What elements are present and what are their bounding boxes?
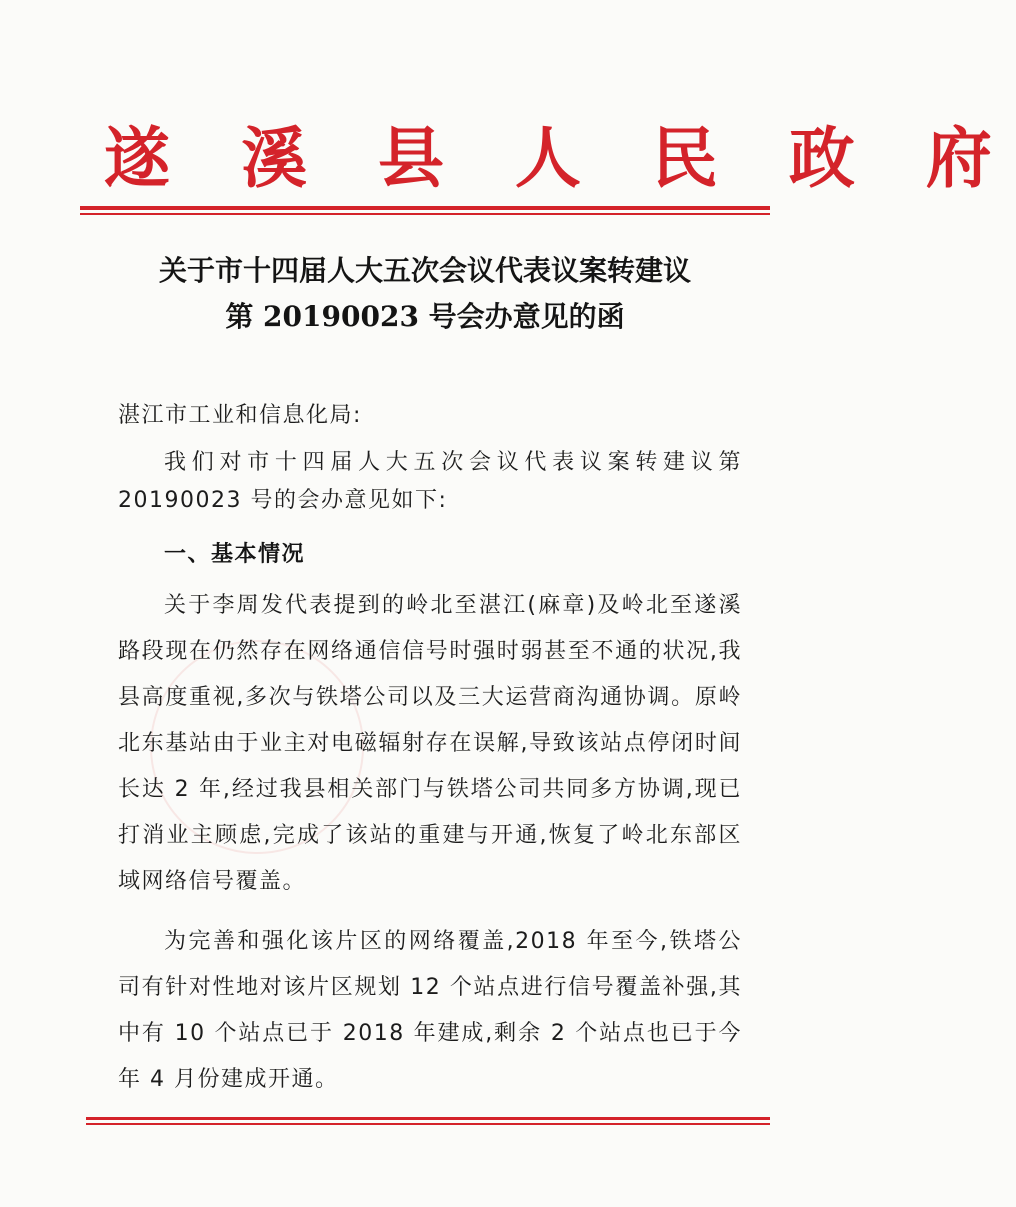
body-paragraph-coverage: 为完善和强化该片区的网络覆盖,2018 年至今,铁塔公司有针对性地对该片区规划 12 个站点进行信号覆盖补强,其中有 10 个站点已于 2018 年建成,剩余 2 个站点也已于今年 4 月份建成开通。 <box>118 929 742 1092</box>
letterhead-agency-name: 遂 溪 县 人 民 政 府 <box>104 119 1016 197</box>
section-heading: 一、基本情况 <box>164 542 306 567</box>
intro-paragraph: 我们对市十四届人大五次会议代表议案转建议第 20190023 号的会办意见如下: <box>118 450 742 513</box>
document-title-line-2: 第 20190023 号会办意见的函 <box>225 300 625 333</box>
letterhead-red-rule-thick <box>80 206 770 210</box>
letterhead-red-rule-thin <box>80 213 770 215</box>
footer-red-rule-thin <box>86 1123 770 1125</box>
document-title-line-1: 关于市十四届人大五次会议代表议案转建议 <box>158 254 691 287</box>
footer-red-rule-thick <box>86 1117 770 1120</box>
body-paragraph-situation: 关于李周发代表提到的岭北至湛江(麻章)及岭北至遂溪路段现在仍然存在网络通信信号时强时弱甚至不通的状况,我县高度重视,多次与铁塔公司以及三大运营商沟通协调。原岭北东基站由于业主对电磁辐射存在误解,导致该站点停闭时间长达 2 年,经过我县相关部门与铁塔公司共同多方协调,现已打消业主顾虑,完成了该站的重建与开通,恢复了岭北东部区域网络信号覆盖。 <box>118 593 742 894</box>
addressee: 湛江市工业和信息化局: <box>118 403 362 428</box>
